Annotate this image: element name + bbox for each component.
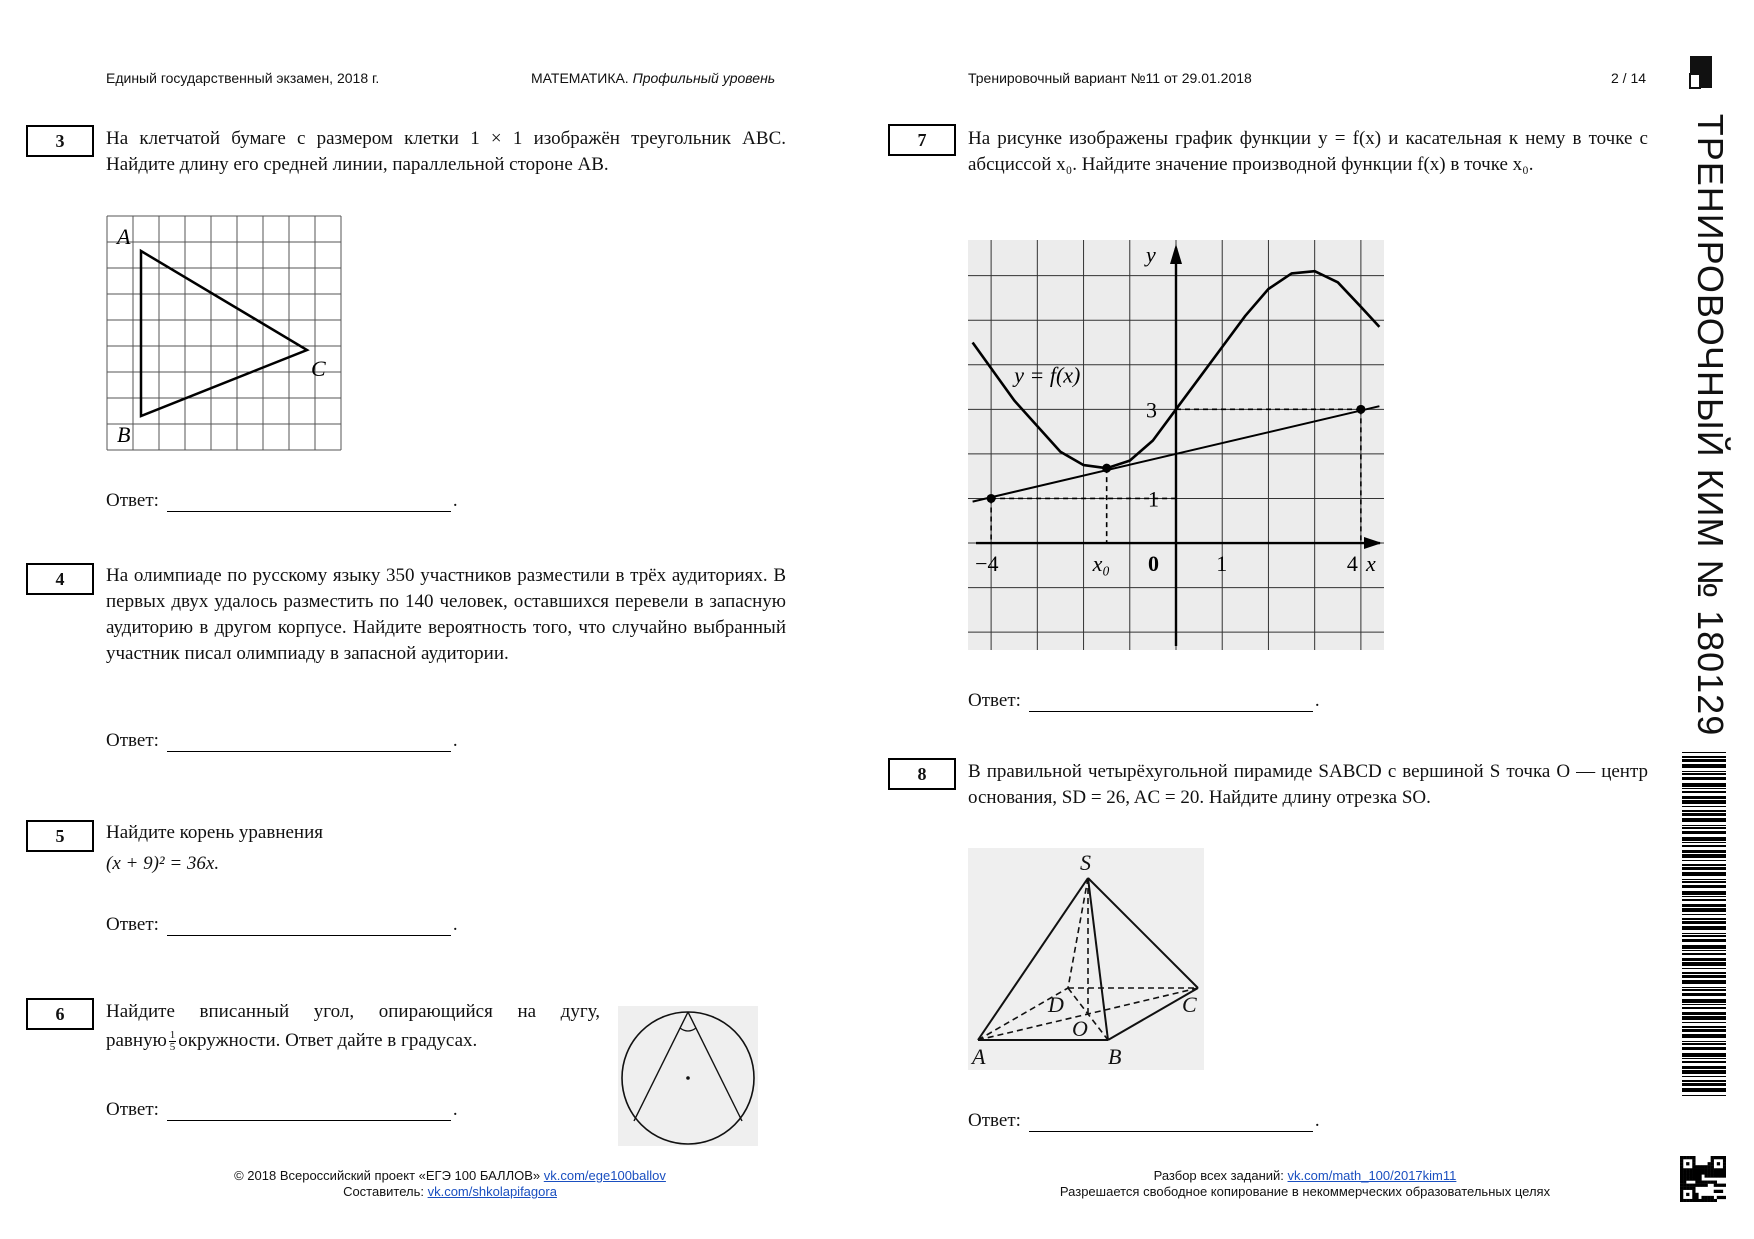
qr-module [1683,1184,1686,1187]
qr-module [1689,1184,1692,1187]
qr-module [1717,1196,1720,1199]
answer-label: Ответ: [968,1110,1021,1131]
triangle-abc [141,251,307,416]
barcode-bar [1682,864,1726,866]
task-3-grid-figure [105,214,345,454]
footer-solutions-label: Разбор всех заданий: [1153,1168,1284,1183]
barcode-bar [1682,987,1726,988]
qr-module [1686,1184,1689,1187]
barcode-bar [1682,968,1726,969]
qr-module [1686,1193,1689,1196]
label-o: O [1072,1016,1088,1041]
task-4-text: На олимпиаде по русскому языку 350 участников разместили в трёх аудиториях. В первых двух удалось разместить по 140 человек, оставшихся перевели в запасную аудиторию в другом корпусе. Найдите вероятность того, что случайно выбранный участник писал олимпиаду в запасной аудитории. [106,565,786,664]
task-5-answer: Ответ: . [106,914,458,935]
barcode-bar [1682,759,1726,762]
qr-module [1711,1162,1714,1165]
tick-label-x0: x₀ [1092,551,1111,577]
qr-module [1711,1165,1714,1168]
qr-module [1683,1174,1686,1177]
label-c: C [311,356,326,381]
qr-module [1686,1174,1689,1177]
qr-module [1686,1162,1689,1165]
barcode-bar [1682,756,1726,758]
footer-copy-permission: Разрешается свободное копирование в некоммерческих образовательных целях [1059,1184,1551,1199]
barcode-bar [1682,904,1726,907]
qr-module [1708,1174,1711,1177]
barcode-bar [1682,933,1726,934]
qr-module [1723,1171,1726,1174]
task-8-pyramid-figure [968,848,1204,1070]
qr-module [1701,1168,1704,1171]
header-page-number: 2 / 14 [1611,70,1647,86]
qr-module [1723,1162,1726,1165]
header-exam: Единый государственный экзамен, 2018 г. [106,70,380,86]
qr-module [1698,1174,1701,1177]
barcode-bar [1682,975,1726,978]
tick-label-y-1: 1 [1148,486,1159,512]
qr-module [1692,1168,1695,1171]
qr-module [1701,1165,1704,1168]
qr-module [1701,1171,1704,1174]
qr-module [1714,1199,1717,1202]
answer-field-5[interactable] [167,916,451,936]
qr-module [1711,1174,1714,1177]
answer-field-4[interactable] [167,732,451,752]
qr-module [1701,1196,1704,1199]
barcode-bar [1682,867,1726,870]
barcode-bar [1682,860,1726,861]
barcode-icon [1682,752,1728,1102]
barcode-bar [1682,1053,1726,1057]
qr-module [1705,1199,1708,1202]
qr-module [1680,1162,1683,1165]
barcode-bar [1682,1043,1726,1045]
barcode-bar [1682,764,1726,768]
qr-module [1698,1177,1701,1180]
qr-module [1692,1162,1695,1165]
answer-label: Ответ: [106,914,159,935]
barcode-bar [1682,1088,1726,1092]
barcode-bar [1682,939,1726,942]
qr-module [1692,1187,1695,1190]
qr-module [1683,1156,1686,1159]
qr-code-icon [1680,1156,1726,1202]
qr-module [1708,1162,1711,1165]
task-6-text-line1: Найдите вписанный угол, опирающийся на дугу, [106,1001,600,1022]
qr-module [1692,1199,1695,1202]
barcode-bar [1682,999,1726,1003]
qr-module [1689,1187,1692,1190]
barcode-bar [1682,825,1726,826]
qr-module [1686,1171,1689,1174]
label-c: C [1182,992,1197,1017]
qr-module [1686,1156,1689,1159]
x-axis-label: x [1366,551,1376,577]
footer-link-author[interactable]: vk.com/shkolapifagora [427,1184,557,1199]
data-point [1102,464,1111,473]
tick-label-origin: 0 [1148,551,1159,577]
barcode-bar [1682,1022,1726,1023]
task-3-text: На клетчатой бумаге с размером клетки 1 × 1 изображён треугольник ABC. Найдите длину его средней линии, параллельной стороне AB. [106,128,786,175]
header-variant: Тренировочный вариант №11 от 29.01.2018 [968,70,1252,86]
qr-module [1714,1190,1717,1193]
task-number-3: 3 [26,125,94,157]
qr-module [1717,1168,1720,1171]
answer-field-6[interactable] [167,1101,451,1121]
barcode-bar [1682,921,1726,924]
qr-module [1723,1156,1726,1159]
qr-module [1714,1156,1717,1159]
barcode-bar [1682,881,1726,883]
barcode-bar [1682,1012,1726,1015]
barcode-bar [1682,813,1726,816]
qr-module [1714,1171,1717,1174]
qr-module [1692,1190,1695,1193]
footer-author-label: Составитель: [343,1184,424,1199]
qr-module [1695,1171,1698,1174]
task-7-graph [968,240,1384,650]
answer-label: Ответ: [106,730,159,751]
qr-module [1683,1168,1686,1171]
task-7-answer: Ответ: . [968,690,1320,711]
task-3-answer: Ответ: . [106,490,458,511]
qr-module [1711,1199,1714,1202]
qr-module [1698,1171,1701,1174]
qr-module [1692,1171,1695,1174]
barcode-bar [1682,1034,1726,1038]
qr-module [1680,1171,1683,1174]
barcode-bar [1682,1080,1726,1082]
qr-module [1686,1187,1689,1190]
qr-module [1711,1171,1714,1174]
barcode-bar [1682,788,1726,789]
qr-module [1680,1165,1683,1168]
qr-module [1695,1193,1698,1196]
qr-module [1692,1156,1695,1159]
qr-module [1705,1184,1708,1187]
data-point [987,494,996,503]
qr-module [1723,1159,1726,1162]
qr-module [1683,1177,1686,1180]
y-axis-label: y [1146,242,1156,267]
qr-module [1705,1181,1708,1184]
qr-module [1705,1171,1708,1174]
qr-module [1686,1177,1689,1180]
qr-module [1717,1174,1720,1177]
barcode-bar [1682,962,1726,966]
qr-module [1695,1199,1698,1202]
qr-module [1698,1181,1701,1184]
tick-label-y-3: 3 [1146,397,1157,423]
qr-module [1720,1156,1723,1159]
qr-module [1711,1159,1714,1162]
qr-module [1714,1184,1717,1187]
qr-module [1686,1168,1689,1171]
qr-module [1689,1199,1692,1202]
barcode-bar [1682,935,1726,937]
answer-field-3[interactable] [167,492,451,512]
barcode-bar [1682,831,1726,834]
qr-module [1695,1177,1698,1180]
qr-module [1701,1181,1704,1184]
qr-module [1680,1193,1683,1196]
barcode-bar [1682,777,1726,780]
barcode-bar [1682,908,1726,912]
function-label: y = f(x) [1014,362,1081,388]
footer-link-project[interactable]: vk.com/ege100ballov [543,1168,666,1183]
qr-module [1698,1199,1701,1202]
barcode-bar [1682,791,1726,793]
qr-module [1689,1168,1692,1171]
qr-module [1717,1156,1720,1159]
barcode-bar [1682,818,1726,822]
barcode-bar [1682,1026,1726,1028]
qr-module [1680,1187,1683,1190]
barcode-bar [1682,918,1726,920]
task-4-answer: Ответ: . [106,730,458,751]
task-8-answer: Ответ: . [968,1110,1320,1131]
tick-label-x-minus-4: −4 [975,551,999,577]
header-subject [531,70,775,86]
header-level: Профильный уровень [632,70,776,86]
label-d: D [1048,992,1064,1017]
barcode-bar [1682,1061,1726,1063]
task-number-5: 5 [26,820,94,852]
task-5-equation: (x + 9)² = 36x. [106,853,220,874]
barcode-bar [1682,1041,1726,1042]
barcode-bar [1682,950,1726,951]
barcode-bar [1682,945,1726,949]
qr-module [1708,1181,1711,1184]
barcode-bar [1682,827,1726,829]
task-5-text: Найдите корень уравнения [106,822,324,843]
qr-module [1723,1174,1726,1177]
qr-module [1692,1193,1695,1196]
qr-module [1695,1181,1698,1184]
barcode-bar [1682,958,1726,961]
answer-label: Ответ: [106,490,159,511]
task-8-text: В правильной четырёхугольной пирамиде SABCD с вершиной S точка O — центр основания, SD = 26, AC = 20. Найдите длину отрезка SO. [968,761,1648,808]
barcode-bar [1682,914,1726,915]
barcode-bar [1682,993,1726,996]
qr-module [1680,1199,1683,1202]
qr-module [1686,1199,1689,1202]
barcode-bar [1682,1007,1726,1009]
qr-module [1689,1174,1692,1177]
qr-module [1711,1168,1714,1171]
header-subject-name: МАТЕМАТИКА. [531,70,629,86]
qr-module [1714,1181,1717,1184]
qr-module [1711,1156,1714,1159]
qr-module [1689,1177,1692,1180]
qr-module [1705,1168,1708,1171]
qr-module [1717,1184,1720,1187]
label-a: A [117,224,131,249]
qr-module [1717,1190,1720,1193]
answer-label: Ответ: [968,690,1021,711]
tick-label-x-1: 1 [1216,551,1228,577]
qr-module [1689,1156,1692,1159]
qr-module [1717,1162,1720,1165]
task-number-7: 7 [888,124,956,156]
barcode-bar [1682,896,1726,897]
qr-module [1680,1177,1683,1180]
barcode-bar [1682,1066,1726,1069]
barcode-bar [1682,1058,1726,1059]
qr-module [1708,1196,1711,1199]
task-6-answer: Ответ: . [106,1099,458,1120]
qr-module [1711,1196,1714,1199]
qr-module [1692,1177,1695,1180]
label-s: S [1080,850,1091,875]
answer-label: Ответ: [106,1099,159,1120]
qr-module [1680,1181,1683,1184]
barcode-bar [1682,1047,1726,1050]
barcode-bar [1682,972,1726,974]
qr-module [1708,1168,1711,1171]
qr-module [1698,1184,1701,1187]
qr-module [1723,1168,1726,1171]
corner-marker-icon [1688,56,1716,90]
qr-module [1698,1168,1701,1171]
qr-module [1683,1171,1686,1174]
qr-module [1705,1165,1708,1168]
answer-field-7[interactable] [1029,692,1313,712]
answer-field-8[interactable] [1029,1112,1313,1132]
barcode-bar [1682,989,1726,991]
barcode-bar [1682,926,1726,930]
qr-module [1701,1199,1704,1202]
barcode-bar [1682,773,1726,775]
qr-module [1683,1187,1686,1190]
footer-right [1000,1168,1610,1200]
qr-module [1708,1199,1711,1202]
qr-module [1680,1168,1683,1171]
qr-module [1680,1159,1683,1162]
side-title: ТРЕНИРОВОЧНЫЙ КИМ № 180129 [1690,113,1731,737]
qr-module [1698,1165,1701,1168]
task-6-text-line2: равную $\frac{1}{5}$ окружности. Ответ дайте в градусах. [106,1029,478,1054]
qr-module [1714,1168,1717,1171]
qr-module [1714,1174,1717,1177]
barcode-bar [1682,1029,1726,1032]
qr-module [1692,1159,1695,1162]
footer-left [150,1168,750,1200]
qr-module [1708,1165,1711,1168]
qr-module [1705,1196,1708,1199]
qr-module [1717,1171,1720,1174]
barcode-bar [1682,885,1726,888]
barcode-bar [1682,980,1726,984]
qr-module [1680,1190,1683,1193]
qr-module [1680,1184,1683,1187]
qr-module [1695,1196,1698,1199]
qr-module [1692,1196,1695,1199]
barcode-bar [1682,771,1726,772]
barcode-bar [1682,800,1726,804]
barcode-bar [1682,752,1726,753]
fraction-one-fifth: $\frac{1}{5}$ [169,1029,176,1054]
qr-module [1692,1165,1695,1168]
qr-module [1701,1184,1704,1187]
label-a: A [972,1044,986,1069]
qr-module [1692,1174,1695,1177]
qr-module [1723,1165,1726,1168]
barcode-bar [1682,854,1726,858]
label-b: B [117,422,131,447]
barcode-bar [1682,1095,1726,1096]
qr-module [1705,1174,1708,1177]
barcode-bar [1682,850,1726,853]
footer-copyright: © 2018 Всероссийский проект «ЕГЭ 100 БАЛЛОВ» [234,1168,541,1183]
barcode-bar [1682,837,1726,841]
data-point [1356,405,1365,414]
qr-module [1680,1156,1683,1159]
qr-module [1695,1184,1698,1187]
qr-module [1695,1168,1698,1171]
barcode-bar [1682,845,1726,847]
barcode-bar [1682,1004,1726,1005]
qr-module [1720,1171,1723,1174]
qr-module [1695,1174,1698,1177]
barcode-bar [1682,1070,1726,1074]
barcode-bar [1682,891,1726,895]
task-number-8: 8 [888,758,956,790]
barcode-bar [1682,953,1726,955]
barcode-bar [1682,1076,1726,1077]
qr-module [1683,1181,1686,1184]
barcode-bar [1682,1016,1726,1020]
barcode-bar [1682,783,1726,787]
qr-module [1680,1174,1683,1177]
qr-module [1683,1199,1686,1202]
qr-module [1689,1171,1692,1174]
qr-module [1692,1184,1695,1187]
barcode-bar [1682,806,1726,807]
tick-label-x-4: 4 [1346,551,1358,577]
qr-module [1695,1165,1698,1168]
footer-link-solutions[interactable]: vk.com/math_100/2017kim11 [1287,1168,1457,1183]
barcode-bar [1682,899,1726,901]
qr-module [1680,1196,1683,1199]
barcode-bar [1682,796,1726,799]
barcode-bar [1682,842,1726,843]
qr-module [1708,1171,1711,1174]
task-6-circle-figure [618,1006,758,1146]
task-number-4: 4 [26,563,94,595]
qr-module [1720,1196,1723,1199]
task-7-text: На рисунке изображены график функции y = f(x) и касательная к нему в точке с абсциссой x₀. Найдите значение производной функции f(x) в точке x₀. [968,128,1648,175]
qr-module [1720,1190,1723,1193]
qr-module [1723,1196,1726,1199]
qr-module [1720,1184,1723,1187]
task-number-6: 6 [26,998,94,1030]
label-b: B [1108,1044,1122,1069]
barcode-bar [1682,1083,1726,1086]
barcode-bar [1682,810,1726,812]
qr-module [1711,1181,1714,1184]
qr-module [1720,1174,1723,1177]
qr-module [1720,1168,1723,1171]
barcode-bar [1682,879,1726,880]
qr-module [1723,1184,1726,1187]
barcode-bar [1682,872,1726,876]
